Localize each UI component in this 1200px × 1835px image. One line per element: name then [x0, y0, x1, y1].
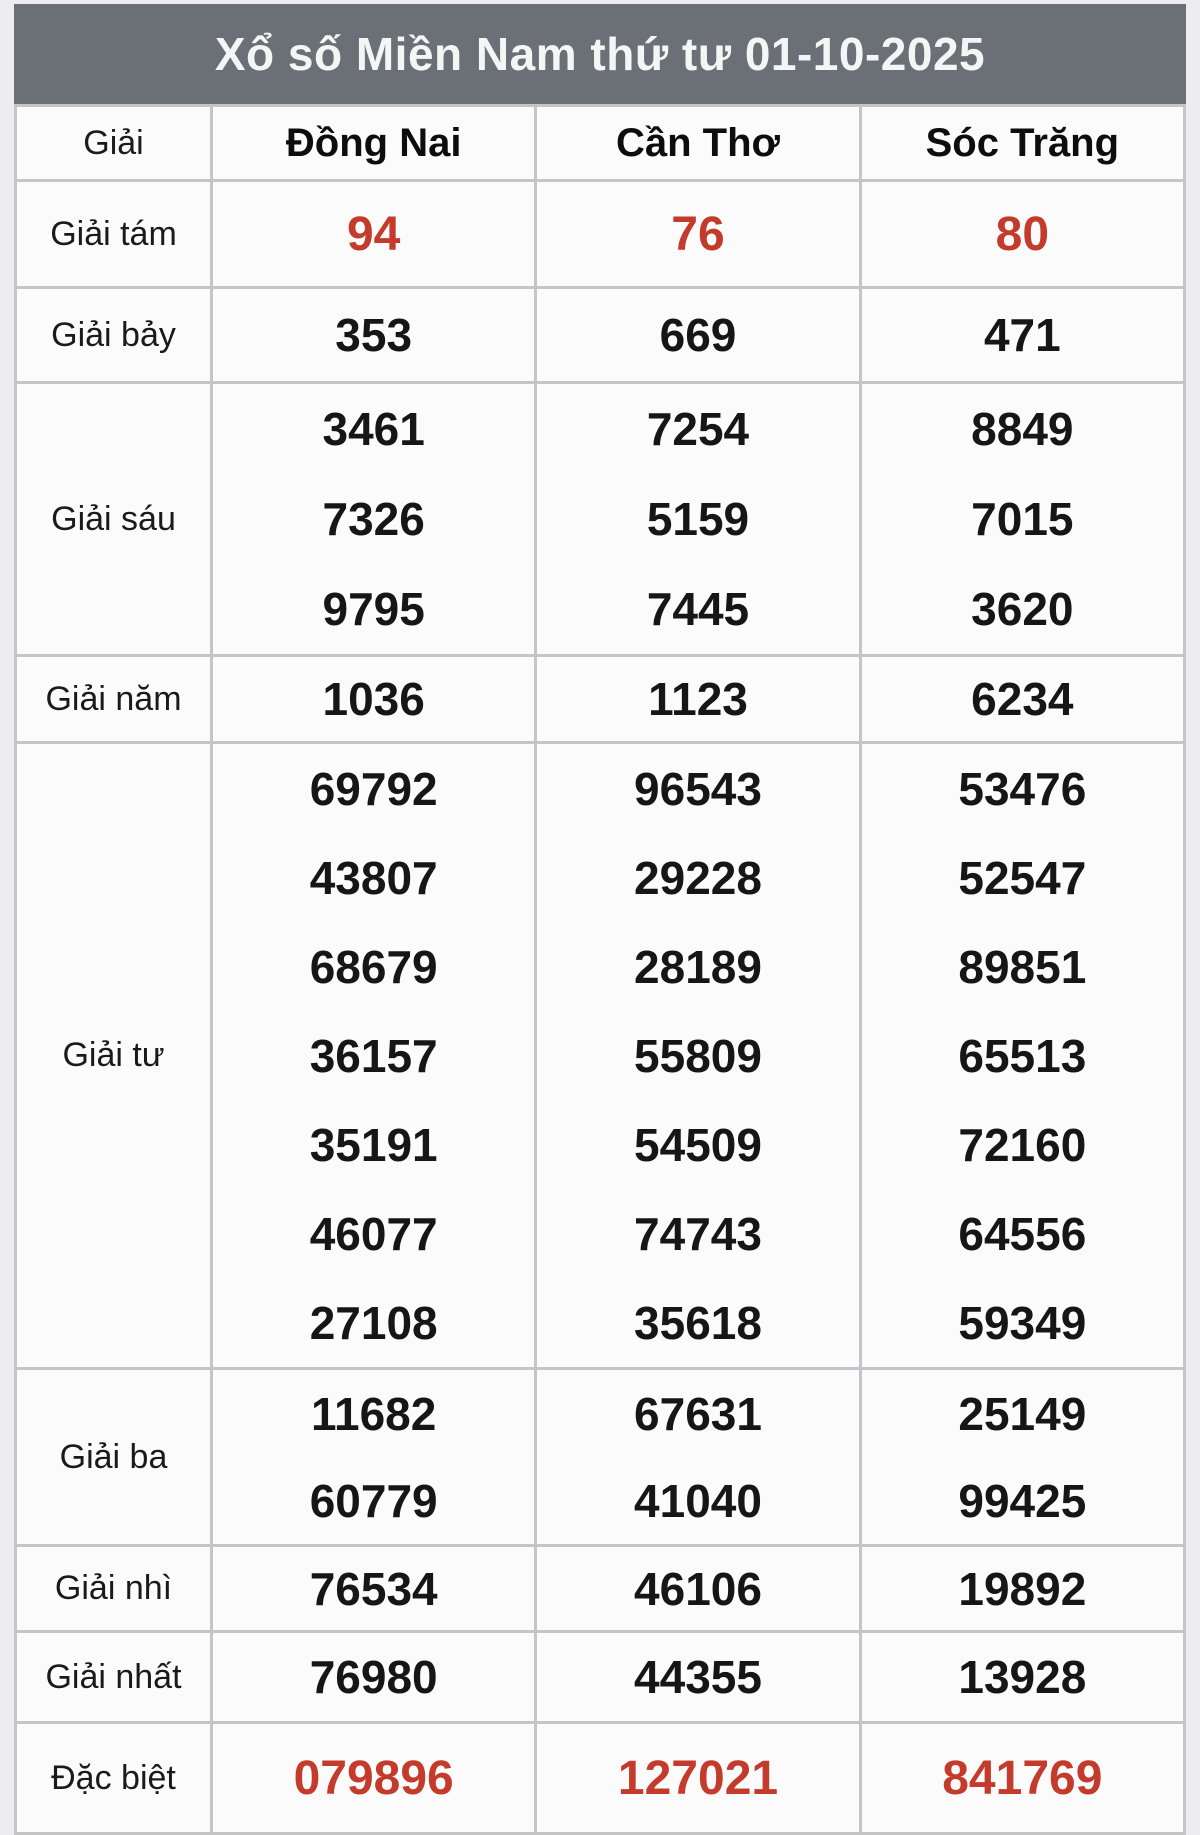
- prize-numbers-cell: [536, 288, 860, 383]
- prize-number: 69792: [309, 762, 438, 815]
- prize-number: 76980: [309, 1651, 438, 1703]
- prize-row: [16, 1632, 1185, 1723]
- prize-number: 94: [346, 207, 401, 261]
- prize-number: 7015: [971, 493, 1074, 545]
- prize-number: 8849: [971, 403, 1074, 455]
- prize-numbers-cell: [536, 1546, 860, 1632]
- province-header-can-tho: Cần Thơ: [536, 106, 860, 181]
- prize-number: 41040: [634, 1474, 762, 1527]
- prize-number: 3461: [322, 403, 425, 455]
- prize-number: 7445: [646, 583, 750, 635]
- prize-label: Đặc biệt: [16, 1723, 212, 1834]
- prize-number: 44355: [634, 1651, 762, 1703]
- prize-number: 25149: [958, 1387, 1087, 1440]
- prize-row: [16, 1546, 1185, 1632]
- prize-label: Giải nhì: [16, 1546, 212, 1632]
- prize-numbers-cell: [536, 743, 860, 1369]
- prize-number: 127021: [617, 1751, 779, 1805]
- prize-number: 52547: [958, 851, 1087, 904]
- prize-number: 36157: [309, 1029, 438, 1082]
- prize-number: 67631: [634, 1387, 762, 1440]
- prize-number: 3620: [971, 583, 1074, 635]
- prize-row: [16, 288, 1185, 383]
- prize-number: 5159: [646, 493, 750, 545]
- prize-row: [16, 181, 1185, 288]
- prize-label: Giải bảy: [16, 288, 212, 383]
- prize-numbers-cell: [212, 656, 536, 743]
- prize-label: Giải tám: [16, 181, 212, 288]
- province-header-soc-trang: Sóc Trăng: [860, 106, 1184, 181]
- prize-numbers-cell: [536, 1632, 860, 1723]
- prize-number: 60779: [309, 1474, 438, 1527]
- prize-number: 64556: [958, 1207, 1087, 1260]
- prize-numbers-cell: [860, 743, 1184, 1369]
- prize-number: 841769: [942, 1751, 1103, 1805]
- prize-label: Giải tư: [16, 743, 212, 1369]
- prize-number: 27108: [309, 1296, 438, 1349]
- prize-numbers-cell: [212, 1723, 536, 1834]
- prize-numbers-cell: [860, 656, 1184, 743]
- lottery-results-table: [14, 104, 1186, 1835]
- prize-number: 079896: [293, 1751, 454, 1805]
- prize-number: 54509: [634, 1118, 762, 1171]
- prize-number: 7254: [646, 403, 750, 455]
- prize-numbers-cell: [860, 1632, 1184, 1723]
- prize-numbers-cell: [212, 1632, 536, 1723]
- prize-number: 28189: [634, 940, 762, 993]
- prize-number: 89851: [958, 940, 1087, 993]
- prize-number: 96543: [634, 762, 762, 815]
- prize-number: 46106: [634, 1562, 762, 1615]
- prize-number: 65513: [958, 1029, 1087, 1082]
- prize-numbers-cell: [536, 656, 860, 743]
- prize-numbers-cell: [860, 1546, 1184, 1632]
- column-header-row: [16, 106, 1185, 181]
- prize-numbers-cell: [860, 181, 1184, 288]
- page-title: Xổ số Miền Nam thứ tư 01-10-2025: [14, 4, 1186, 104]
- prize-number: 46077: [309, 1207, 438, 1260]
- prize-number: 1036: [322, 673, 425, 725]
- prize-number: 669: [659, 309, 737, 361]
- prize-number: 353: [335, 309, 413, 361]
- prize-row: [16, 743, 1185, 1369]
- prize-number: 9795: [322, 583, 425, 635]
- prize-numbers-cell: [212, 288, 536, 383]
- prize-number: 72160: [958, 1118, 1087, 1171]
- prize-number: 19892: [958, 1562, 1087, 1615]
- prize-number: 1123: [648, 673, 748, 725]
- prize-number: 35191: [309, 1118, 438, 1171]
- prize-numbers-cell: [536, 1723, 860, 1834]
- prize-number: 35618: [634, 1296, 762, 1349]
- prize-label: Giải sáu: [16, 383, 212, 656]
- prize-numbers-cell: [860, 383, 1184, 656]
- prize-number: 6234: [971, 673, 1074, 725]
- prize-number: 7326: [322, 493, 425, 545]
- prize-numbers-cell: [536, 383, 860, 656]
- prize-numbers-cell: [860, 1723, 1184, 1834]
- prize-number: 43807: [309, 851, 438, 904]
- prize-row: [16, 383, 1185, 656]
- prize-label: Giải năm: [16, 656, 212, 743]
- prize-numbers-cell: [212, 181, 536, 288]
- province-header-dong-nai: Đồng Nai: [212, 106, 536, 181]
- prize-numbers-cell: [536, 1369, 860, 1546]
- prize-number: 68679: [309, 940, 438, 993]
- prize-column-header: Giải: [16, 106, 212, 181]
- prize-row: [16, 1723, 1185, 1834]
- prize-number: 13928: [958, 1651, 1087, 1703]
- prize-label: Giải nhất: [16, 1632, 212, 1723]
- prize-numbers-cell: [860, 1369, 1184, 1546]
- prize-row: [16, 656, 1185, 743]
- prize-number: 74743: [634, 1207, 762, 1260]
- prize-numbers-cell: [860, 288, 1184, 383]
- prize-number: 11682: [310, 1387, 437, 1440]
- prize-number: 53476: [958, 762, 1087, 815]
- prize-number: 76534: [309, 1562, 438, 1615]
- prize-numbers-cell: [212, 1369, 536, 1546]
- prize-rows: [16, 181, 1185, 1834]
- prize-number: 55809: [634, 1029, 762, 1082]
- prize-numbers-cell: [536, 181, 860, 288]
- prize-label: Giải ba: [16, 1369, 212, 1546]
- prize-number: 59349: [958, 1296, 1087, 1349]
- prize-number: 76: [671, 207, 725, 261]
- prize-numbers-cell: [212, 1546, 536, 1632]
- prize-row: [16, 1369, 1185, 1546]
- prize-number: 99425: [958, 1474, 1087, 1527]
- prize-numbers-cell: [212, 383, 536, 656]
- prize-numbers-cell: [212, 743, 536, 1369]
- prize-number: 471: [983, 309, 1061, 361]
- prize-number: 29228: [634, 851, 762, 904]
- prize-number: 80: [995, 207, 1050, 261]
